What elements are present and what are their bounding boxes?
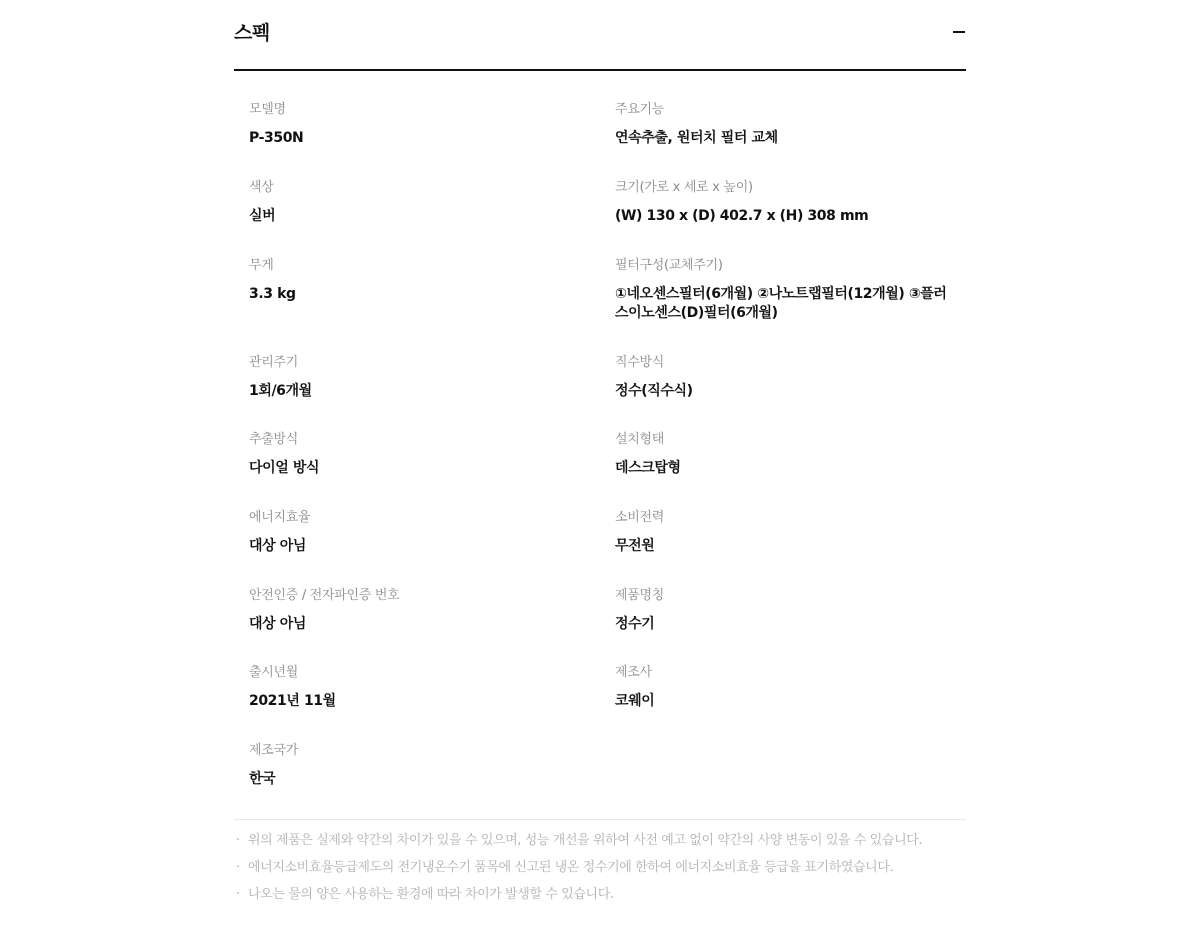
spec-item-color	[249, 179, 589, 226]
spec-label: 필터구성(교체주기)	[615, 258, 723, 273]
spec-label: 안전인증 / 전자파인증 번호	[249, 588, 400, 603]
notice-item: · 위의 제품은 실제와 약간의 차이가 있을 수 있으며, 성능 개선을 위하여 사전 예고 없이 약간의 사양 변동이 있을 수 있습니다.	[234, 832, 966, 850]
spec-label: 색상	[249, 180, 274, 195]
notice-item: · 에너지소비효율등급제도의 전기냉온수기 품목에 신고된 냉온 정수기에 한하여 에너지소비효율 등급을 표기하였습니다.	[234, 859, 966, 877]
spec-item-weight	[249, 257, 589, 304]
spec-item-size	[615, 179, 955, 226]
spec-label: 직수방식	[615, 355, 665, 370]
spec-item-water-method	[615, 354, 955, 401]
spec-value: 무전원	[615, 538, 655, 554]
spec-item-maintenance	[249, 354, 589, 401]
spec-label: 모델명	[249, 102, 286, 117]
spec-value: 데스크탑형	[615, 460, 681, 476]
spec-grid	[234, 71, 966, 820]
spec-value: (W) 130 x (D) 402.7 x (H) 308 mm	[615, 208, 869, 224]
spec-value: 2021년 11월	[249, 693, 336, 709]
spec-value: 정수(직수식)	[615, 383, 693, 399]
minus-icon[interactable]	[952, 24, 966, 38]
spec-value: 정수기	[615, 616, 655, 632]
spec-value: ①네오센스필터(6개월) ②나노트랩필터(12개월) ③플러스이노센스(D)필터(6개월)	[615, 286, 947, 321]
spec-label: 추출방식	[249, 432, 299, 447]
spec-label: 주요기능	[615, 102, 665, 117]
spec-item-install	[615, 431, 955, 478]
section-title: 스펙	[234, 22, 270, 44]
spec-value: 1회/6개월	[249, 383, 312, 399]
spec-item-country	[249, 742, 589, 789]
spec-label: 제품명칭	[615, 588, 665, 603]
spec-label: 에너지효율	[249, 510, 311, 525]
spec-item-certification	[249, 587, 589, 634]
spec-item-power	[615, 509, 955, 556]
spec-header[interactable]	[234, 0, 966, 71]
spec-label: 관리주기	[249, 355, 299, 370]
spec-label: 제조사	[615, 665, 652, 680]
spec-value: 연속추출, 원터치 필터 교체	[615, 130, 778, 146]
spec-value: 코웨이	[615, 693, 655, 709]
spec-label: 출시년월	[249, 665, 299, 680]
spec-label: 크기(가로 x 세로 x 높이)	[615, 180, 753, 195]
spec-item-energy	[249, 509, 589, 556]
spec-item-manufacturer	[615, 664, 955, 711]
spec-item-filter	[615, 257, 955, 323]
spec-item-product-name	[615, 587, 955, 634]
spec-value: 한국	[249, 771, 276, 787]
notice-list	[234, 832, 966, 913]
spec-item-release	[249, 664, 589, 711]
spec-label: 소비전력	[615, 510, 665, 525]
spec-value: 대상 아님	[249, 616, 306, 632]
spec-item-model	[249, 101, 589, 148]
spec-value: 3.3 kg	[249, 286, 296, 302]
spec-label: 설치형태	[615, 432, 665, 447]
spec-value: 다이얼 방식	[249, 460, 320, 476]
spec-item-dispense	[249, 431, 589, 478]
spec-value: 실버	[249, 208, 276, 224]
spec-label: 무게	[249, 258, 274, 273]
spec-value: 대상 아님	[249, 538, 306, 554]
spec-item-main-function	[615, 101, 955, 148]
notice-item: · 나오는 물의 양은 사용하는 환경에 따라 차이가 발생할 수 있습니다.	[234, 886, 966, 904]
spec-value: P-350N	[249, 130, 304, 146]
spec-section	[234, 0, 966, 902]
spec-label: 제조국가	[249, 743, 299, 758]
